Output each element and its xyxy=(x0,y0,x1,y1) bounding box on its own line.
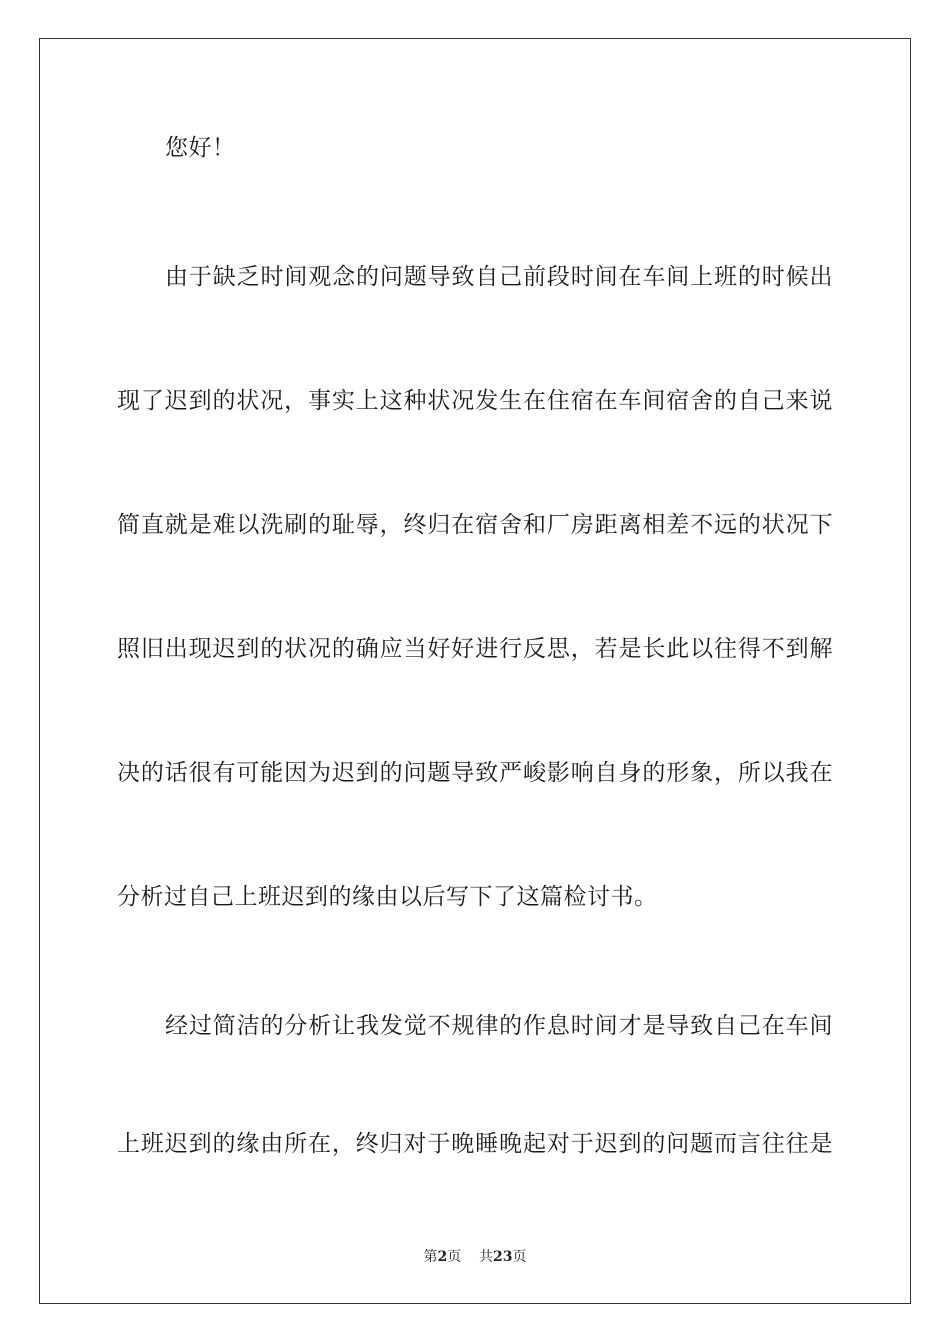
paragraph-line: 上班迟到的缘由所在，终归对于晚睡晚起对于迟到的问题而言往往是 xyxy=(117,1131,833,1157)
footer-page-number: 2 xyxy=(437,1249,448,1265)
page-frame xyxy=(39,38,911,1304)
paragraph-line: 分析过自己上班迟到的缘由以后写下了这篇检讨书。 xyxy=(117,884,658,910)
footer-page-prefix: 第 xyxy=(423,1249,438,1265)
footer-total-prefix: 共 xyxy=(479,1249,494,1265)
footer-page-suffix: 页 xyxy=(447,1249,462,1265)
paragraph-line: 现了迟到的状况，事实上这种状况发生在住宿在车间宿舍的自己来说 xyxy=(117,388,833,414)
paragraph-line: 决的话很有可能因为迟到的问题导致严峻影响自身的形象，所以我在 xyxy=(117,760,833,786)
paragraph-line: 经过简洁的分析让我发觉不规律的作息时间才是导致自己在车间 xyxy=(165,1013,833,1039)
paragraph-line: 照旧出现迟到的状况的确应当好好进行反思，若是长此以往得不到解 xyxy=(117,636,833,662)
footer-total-pages: 23 xyxy=(493,1249,513,1265)
paragraph-line: 简直就是难以洗刷的耻辱，终归在宿舍和厂房距离相差不远的状况下 xyxy=(117,512,833,538)
paragraph-line: 由于缺乏时间观念的问题导致自己前段时间在车间上班的时候出 xyxy=(165,264,833,290)
greeting: 您好！ xyxy=(165,135,236,161)
page-footer xyxy=(0,1248,950,1266)
footer-total-suffix: 页 xyxy=(512,1249,527,1265)
